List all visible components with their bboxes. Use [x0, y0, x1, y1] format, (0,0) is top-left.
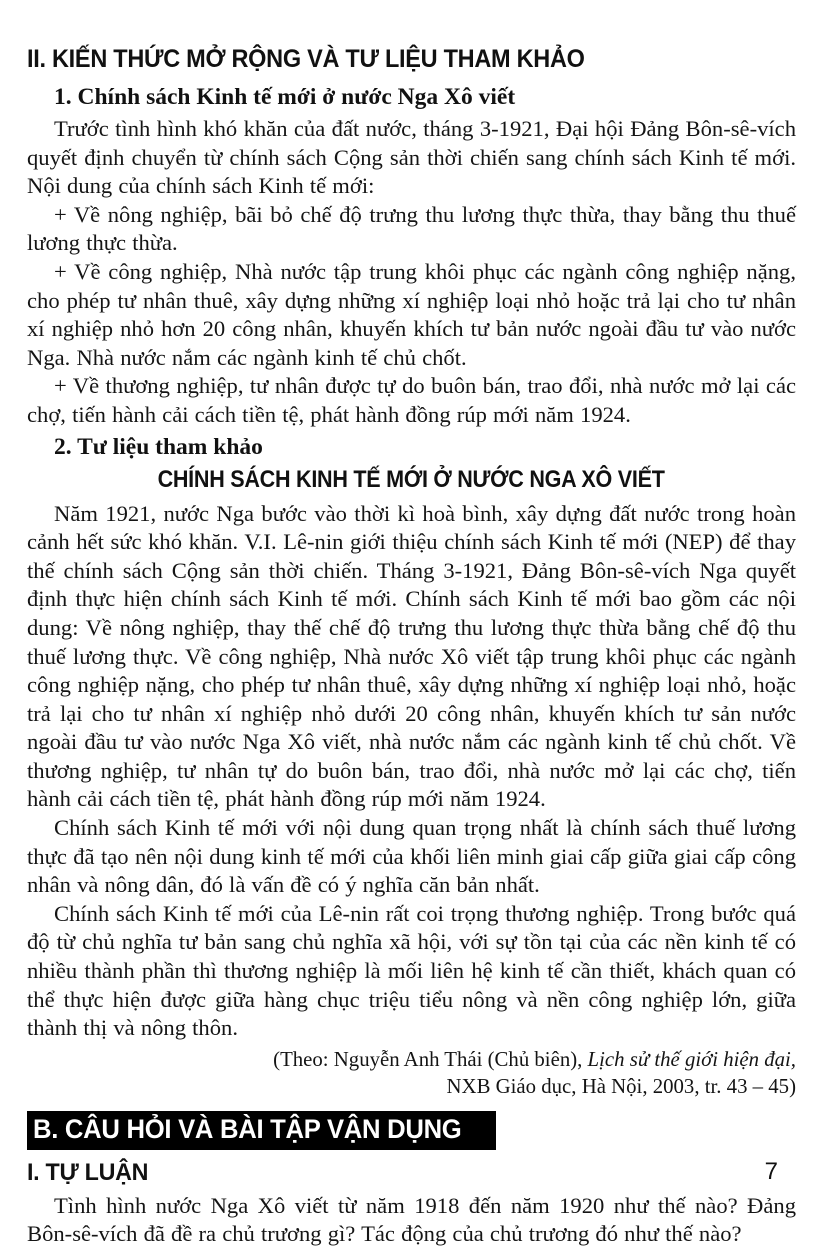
document-page [27, 44, 796, 1249]
essay-section-heading-label: I. TỰ LUẬN [27, 1158, 149, 1186]
section-heading-label: II. KIẾN THỨC MỞ RỘNG VÀ TƯ LIỆU THAM KHẢO [27, 45, 585, 73]
paragraph-commerce: + Về thương nghiệp, tư nhân được tự do buôn bán, trao đổi, nhà nước mở lại các chợ, tiến hành cải cách tiền tệ, phát hành đồng rúp mới năm 1924. [27, 373, 796, 427]
section-b-banner-label: B. CÂU HỎI VÀ BÀI TẬP VẬN DỤNG [33, 1113, 462, 1144]
reference-paragraph-2: Chính sách Kinh tế mới với nội dung quan trọng nhất là chính sách thuế lương thực đã tạo nên nội dung kinh tế mới của khối liên minh giai cấp giữa giai cấp công nhân và nông dân, đó là vấn đề có ý nghĩa căn bản nhất. [27, 815, 796, 898]
subheading-new-economic-policy: 1. Chính sách Kinh tế mới ở nước Nga Xô viết [54, 84, 516, 110]
reference-paragraph-3: Chính sách Kinh tế mới của Lê-nin rất coi trọng thương nghiệp. Trong bước quá độ từ chủ nghĩa tư bản sang chủ nghĩa xã hội, với sự tồn tại của các nền kinh tế có nhiều thành phần thì thương nghiệp là mối liên hệ kinh tế cần thiết, khách quan có thể thực hiện được giữa hàng chục triệu tiểu nông và nền công nghiệp lớn, giữa thành thị và nông thôn. [27, 900, 796, 1041]
subheading-reference-material: 2. Tư liệu tham khảo [54, 433, 263, 460]
citation [27, 1046, 796, 1101]
paragraph-industry: + Về công nghiệp, Nhà nước tập trung khôi phục các ngành công nghiệp nặng, cho phép tư nhân thuê, xây dựng những xí nghiệp loại nhỏ hoặc trả lại cho tư nhân xí nghiệp nhỏ hơn 20 công nhân, khuyến khích tư bản nước ngoài đầu tư vào nước Nga. Nhà nước nắm các ngành kinh tế chủ chốt. [27, 258, 796, 370]
reference-document-title [27, 465, 796, 495]
essay-question-1: Tình hình nước Nga Xô viết từ năm 1918 đến năm 1920 như thế nào? Đảng Bôn-sê-vích đã đề ra chủ trương gì? Tác động của chủ trương đó như thế nào? [27, 1192, 796, 1247]
page-number: 7 [764, 1158, 778, 1185]
paragraph-intro: Trước tình hình khó khăn của đất nước, tháng 3-1921, Đại hội Đảng Bôn-sê-vích quyết định chuyển từ chính sách Cộng sản thời chiến sang chính sách Kinh tế mới. Nội dung của chính sách Kinh tế mới: [27, 116, 796, 199]
paragraph-agriculture: + Về nông nghiệp, bãi bỏ chế độ trưng thu lương thực thừa, thay bằng thu thuế lương thực thừa. [27, 201, 796, 256]
reference-paragraph-1: Năm 1921, nước Nga bước vào thời kì hoà bình, xây dựng đất nước trong hoàn cảnh hết sức khó khăn. V.I. Lê-nin giới thiệu chính sách Kinh tế mới (NEP) để thay thế chính sách Cộng sản thời chiến. Tháng 3-1921, Đảng Bôn-sê-vích Nga quyết định thực hiện chính sách Kinh tế mới. Chính sách Kinh tế mới bao gồm các nội dung: Về nông nghiệp, thay thế chế độ trưng thu lương thực thừa bằng chế độ thu thuế lương thực. Về công nghiệp, Nhà nước Xô viết tập trung khôi phục các ngành công nghiệp nặng, cho phép tư nhân thuê, xây dựng những xí nghiệp loại nhỏ, hoặc trả lại cho tư nhân xí nghiệp nhỏ dưới 20 công nhân, khuyến khích tư sản nước ngoài đầu tư vào nước Nga Xô viết, nhà nước nắm các ngành kinh tế chủ chốt. Về thương nghiệp, tư nhân tự do buôn bán, trao đổi, nhà nước mở lại các chợ, tiến hành cải cách tiền tệ, phát hành đồng rúp mới năm 1924. [27, 500, 796, 812]
essay-section-heading [27, 1159, 796, 1187]
reference-document-title-label: CHÍNH SÁCH KINH TẾ MỚI Ở NƯỚC NGA XÔ VIẾT [157, 465, 666, 493]
citation-line-1 [27, 1046, 796, 1074]
section-heading-knowledge-expansion [27, 44, 796, 74]
citation-line-2: NXB Giáo dục, Hà Nội, 2003, tr. 43 – 45) [446, 1075, 796, 1099]
section-b-banner [27, 1111, 496, 1150]
citation-book-title: Lịch sử thế giới hiện đại, [587, 1047, 796, 1071]
citation-author: (Theo: Nguyễn Anh Thái (Chủ biên), [273, 1047, 588, 1071]
